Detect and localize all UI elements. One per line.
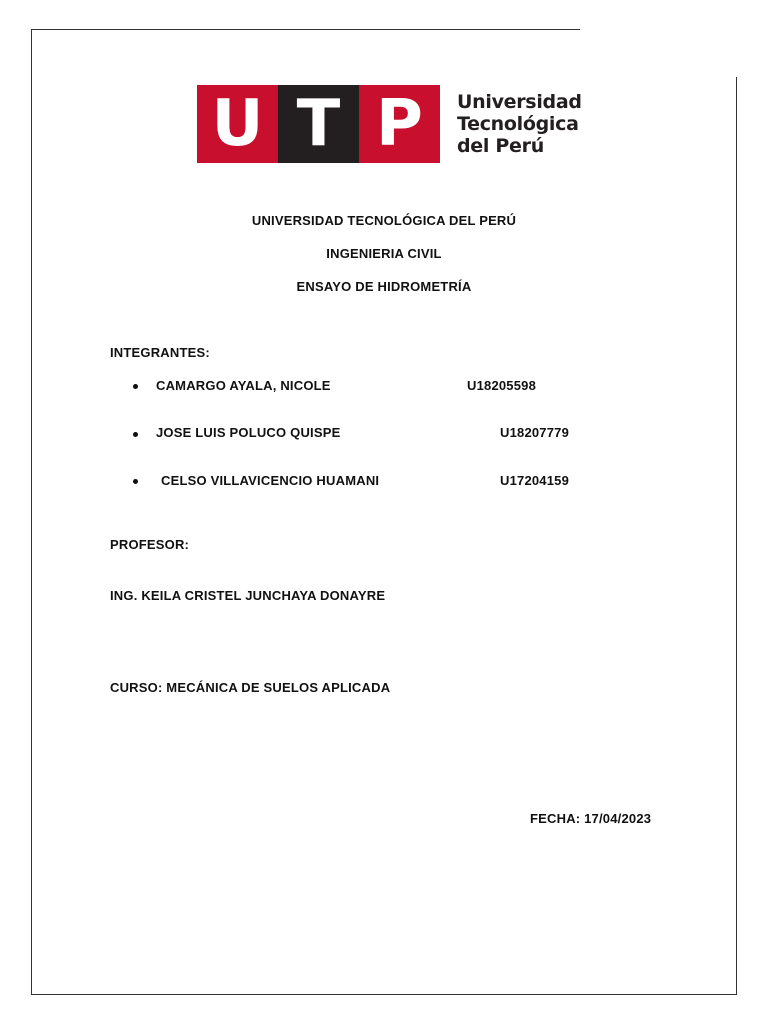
bullet [133,384,138,389]
logo-letter-p: P [359,85,440,163]
logo-wordmark-line: Universidad [457,91,582,113]
member-name: JOSE LUIS POLUCO QUISPE [156,425,341,440]
member-code: U17204159 [500,473,570,488]
page-border-left [31,29,32,994]
logo-wordmark-line: del Perú [457,135,544,157]
members-label: INTEGRANTES: [110,345,210,360]
professor-label: PROFESOR: [110,537,190,552]
logo-letter-u: U [197,85,278,163]
logo-wordmark-line: Tecnológica [457,113,579,135]
bullet [133,479,138,484]
page-border-top [31,29,580,30]
professor-name: ING. KEILA CRISTEL JUNCHAYA DONAYRE [110,588,386,603]
course-name: CURSO: MECÁNICA DE SUELOS APLICADA [110,680,391,695]
member-code: U18205598 [467,378,537,393]
bullet [133,432,138,437]
logo-wordmark [457,91,582,157]
career-name: INGENIERIA CIVIL [326,246,442,261]
logo-letter-t: T [278,85,359,163]
document-title: ENSAYO DE HIDROMETRÍA [296,279,472,294]
utp-logo [197,85,582,163]
member-code: U18207779 [500,425,570,440]
member-name: CELSO VILLAVICENCIO HUAMANI [161,473,380,488]
university-name: UNIVERSIDAD TECNOLÓGICA DEL PERÚ [251,213,517,228]
member-name: CAMARGO AYALA, NICOLE [156,378,331,393]
page-border-bottom [31,994,737,995]
document-date: FECHA: 17/04/2023 [530,811,652,826]
